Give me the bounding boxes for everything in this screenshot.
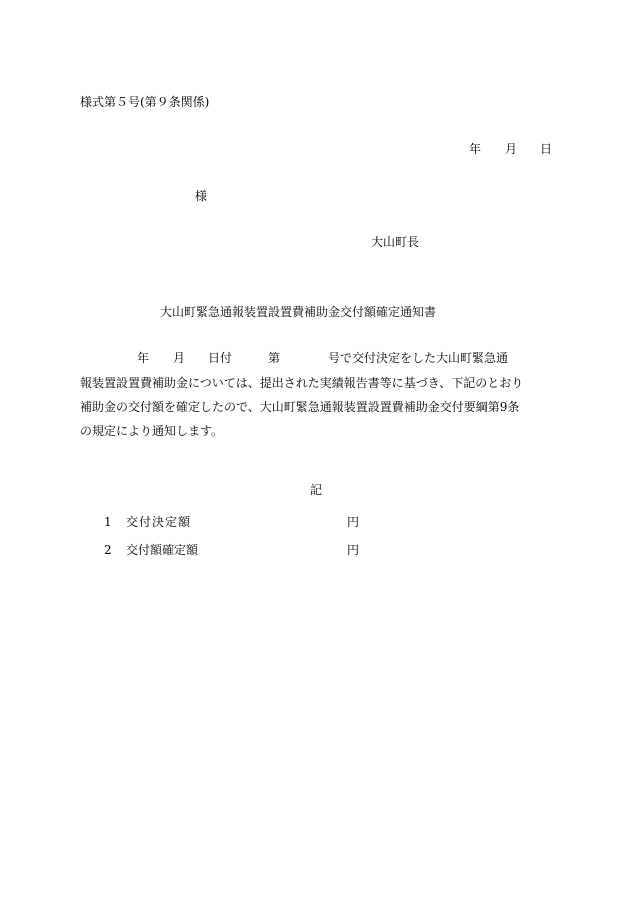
body-line-1: 報装置設置費補助金については、提出された実績報告書等に基づき、下記のとおり — [80, 376, 524, 390]
addressee-suffix: 様 — [195, 189, 208, 203]
body-lead-number-prefix: 第 — [268, 351, 281, 365]
body-lead-year: 年 — [137, 351, 150, 365]
ki-marker: 記 — [310, 483, 323, 497]
item-number: 1 — [104, 515, 112, 529]
date-year: 年 — [469, 142, 482, 156]
item-number: 2 — [104, 543, 112, 557]
issuer: 大山町長 — [371, 235, 420, 249]
body-line-3: の規定により通知します。 — [80, 424, 224, 438]
form-number: 様式第５号(第９条関係) — [80, 95, 210, 109]
body-lead-rest: 号で交付決定をした大山町緊急通 — [328, 351, 509, 365]
item-label: 交付決定額 — [126, 515, 192, 529]
date-day: 日 — [540, 142, 553, 156]
body-lead-day: 日付 — [208, 351, 233, 365]
item-unit: 円 — [347, 515, 360, 529]
body-lead-month: 月 — [173, 351, 186, 365]
item-label: 交付額確定額 — [126, 543, 199, 557]
document-title: 大山町緊急通報装置設置費補助金交付額確定通知書 — [160, 305, 437, 319]
date-month: 月 — [505, 142, 518, 156]
body-line-2: 補助金の交付額を確定したので、大山町緊急通報装置設置費補助金交付要綱第9条 — [80, 400, 520, 414]
item-unit: 円 — [347, 543, 360, 557]
